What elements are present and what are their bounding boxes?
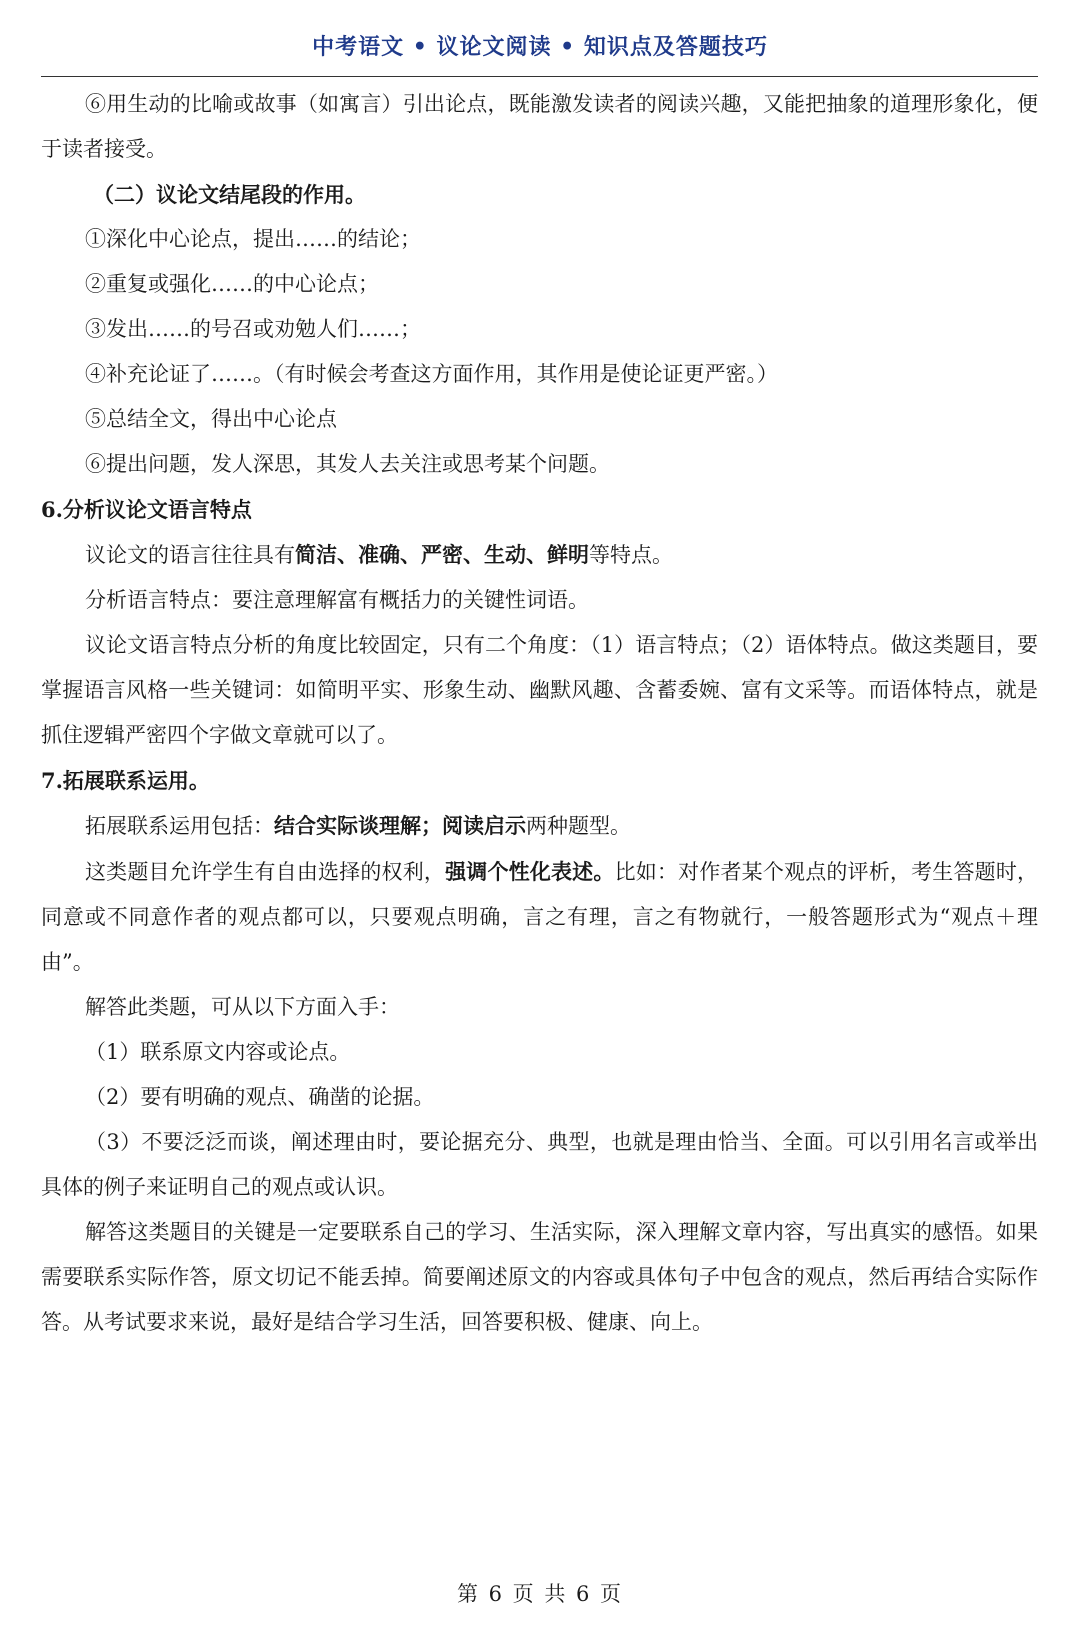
- ending-item-3: ③发出……的号召或劝勉人们……；: [85, 317, 421, 341]
- ending-item-6: ⑥提出问题，发人深思，其发人去关注或思考某个问题。: [85, 452, 610, 476]
- ending-item-4: ④补充论证了……。（有时候会考查这方面作用，其作用是使论证更严密。）: [85, 362, 778, 386]
- document-body: [41, 82, 1038, 1345]
- section-6-p1-tail: 等特点。: [589, 543, 673, 567]
- section-7-p1-lead: 拓展联系运用包括：: [85, 814, 274, 838]
- ending-item-1: ①深化中心论点，提出……的结论；: [85, 227, 421, 251]
- section-7-point-3: （3）不要泛泛而谈，阐述理由时，要论据充分、典型，也就是理由恰当、全面。可以引用名言或举出具体的例子来证明自己的观点或认识。: [41, 1130, 1038, 1199]
- intro-item-6: ⑥用生动的比喻或故事（如寓言）引出论点，既能激发读者的阅读兴趣，又能把抽象的道理形象化，便于读者接受。: [41, 92, 1038, 161]
- section-7-paragraph-2: [41, 849, 1038, 985]
- section-7-paragraph-4: 解答这类题目的关键是一定要联系自己的学习、生活实际，深入理解文章内容，写出真实的感悟。如果需要联系实际作答，原文切记不能丢掉。简要阐述原文的内容或具体句子中包含的观点，然后再结合实际作答。从考试要求来说，最好是结合学习生活，回答要积极、健康、向上。: [41, 1220, 1038, 1334]
- section-6-paragraph-2: 分析语言特点：要注意理解富有概括力的关键性词语。: [85, 588, 589, 612]
- section-6-paragraph-1: [41, 532, 1038, 578]
- section-7-point-1: （1）联系原文内容或论点。: [85, 1040, 351, 1064]
- section-7-p1-emphasis: 结合实际谈理解；阅读启示: [274, 813, 526, 838]
- ending-item-5: ⑤总结全文，得出中心论点: [85, 407, 337, 431]
- section-7-paragraph-1: [41, 803, 1038, 849]
- section-7-p2-tail: 比如：对作者某个观点的评析，考生答题时，同意或不同意作者的观点都可以，只要观点明确，言之有理，言之有物就行，一般答题形式为“观点＋理由”。: [41, 860, 1039, 974]
- section-6-paragraph-3: 议论文语言特点分析的角度比较固定，只有二个角度：（1）语言特点；（2）语体特点。做这类题目，要掌握语言风格一些关键词：如简明平实、形象生动、幽默风趣、含蓄委婉、富有文采等。而语体特点，就是抓住逻辑严密四个字做文章就可以了。: [41, 633, 1038, 747]
- page-number-footer: 第 6 页 共 6 页: [456, 1582, 624, 1606]
- section-6-p1-lead: 议论文的语言往往具有: [85, 543, 295, 567]
- section-6-p1-emphasis: 简洁、准确、严密、生动、鲜明: [295, 542, 589, 567]
- section-7-point-2: （2）要有明确的观点、确凿的论据。: [85, 1085, 435, 1109]
- ending-section-heading: （二）议论文结尾段的作用。: [93, 182, 366, 207]
- section-7-paragraph-3: 解答此类题，可从以下方面入手：: [85, 995, 400, 1019]
- section-7-p2-lead: 这类题目允许学生有自由选择的权利，: [85, 860, 446, 884]
- section-6-heading: 6.分析议论文语言特点: [41, 497, 252, 522]
- section-7-p1-tail: 两种题型。: [526, 814, 631, 838]
- section-7-p2-emphasis: 强调个性化表述。: [445, 859, 615, 884]
- page-header-title: 中考语文 • 议论文阅读 • 知识点及答题技巧: [312, 34, 768, 60]
- section-7-heading: 7.拓展联系运用。: [41, 768, 210, 793]
- header-divider: [41, 76, 1038, 77]
- ending-item-2: ②重复或强化……的中心论点；: [85, 272, 379, 296]
